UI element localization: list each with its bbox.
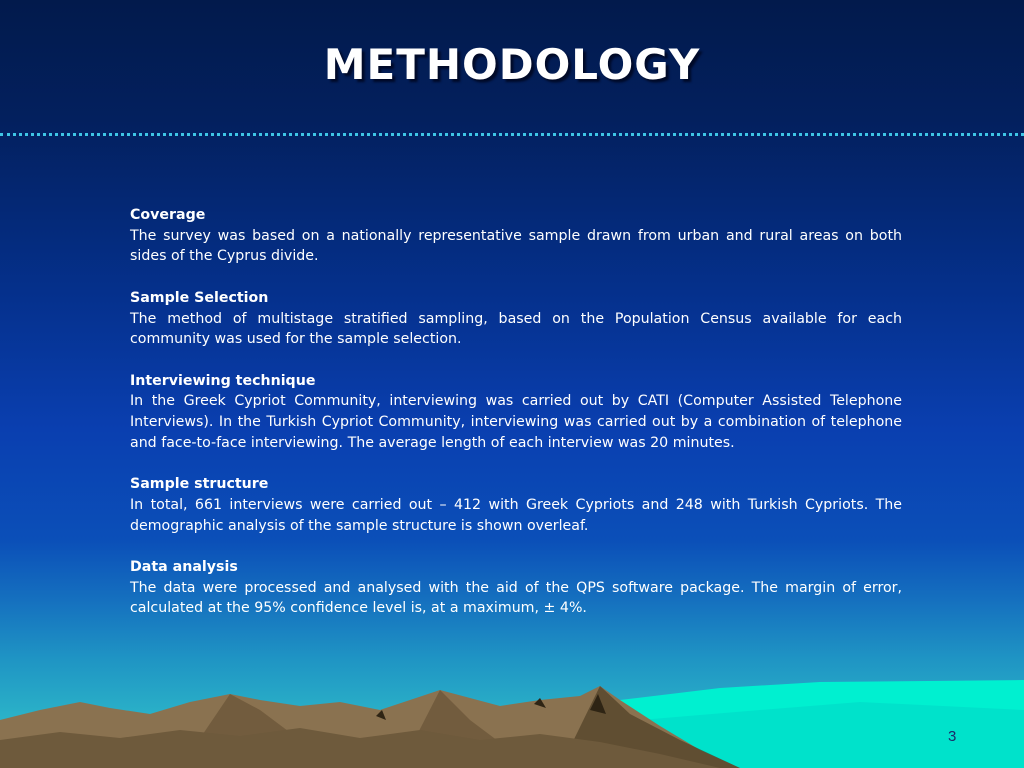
section-heading: Interviewing technique <box>130 372 316 389</box>
section-body: The data were processed and analysed with the aid of the QPS software package. The margin of error, calculated at the 95% confidence level is, at a maximum, ± 4%. <box>130 579 902 617</box>
methodology-content <box>130 205 902 640</box>
slide-title: METHODOLOGY <box>323 40 701 89</box>
section-sample-selection <box>130 288 902 350</box>
page-number: 3 <box>948 728 957 745</box>
section-heading: Sample structure <box>130 476 269 493</box>
section-data-analysis <box>130 557 902 619</box>
section-body: The survey was based on a nationally representative sample drawn from urban and rural areas on both sides of the Cyprus divide. <box>130 227 902 265</box>
section-sample-structure <box>130 474 902 536</box>
section-heading: Data analysis <box>130 558 238 575</box>
section-body: In total, 661 interviews were carried out – 412 with Greek Cypriots and 248 with Turkish Cypriots. The demographic analysis of the sample structure is shown overleaf. <box>130 496 902 534</box>
section-heading: Coverage <box>130 207 206 223</box>
section-coverage <box>130 205 902 267</box>
section-interviewing-technique <box>130 371 902 454</box>
title-divider <box>0 133 1024 136</box>
section-body: In the Greek Cypriot Community, interviewing was carried out by CATI (Computer Assisted Telephone Interviews). In the Turkish Cypriot Community, interviewing was carried out by a combination of telephone and face-to-face interviewing. The average length of each interview was 20 minutes. <box>130 393 902 451</box>
mountain-landscape <box>0 680 1024 768</box>
section-body: The method of multistage stratified sampling, based on the Population Census available for each community was used for the sample selection. <box>130 310 902 348</box>
section-heading: Sample Selection <box>130 289 269 306</box>
